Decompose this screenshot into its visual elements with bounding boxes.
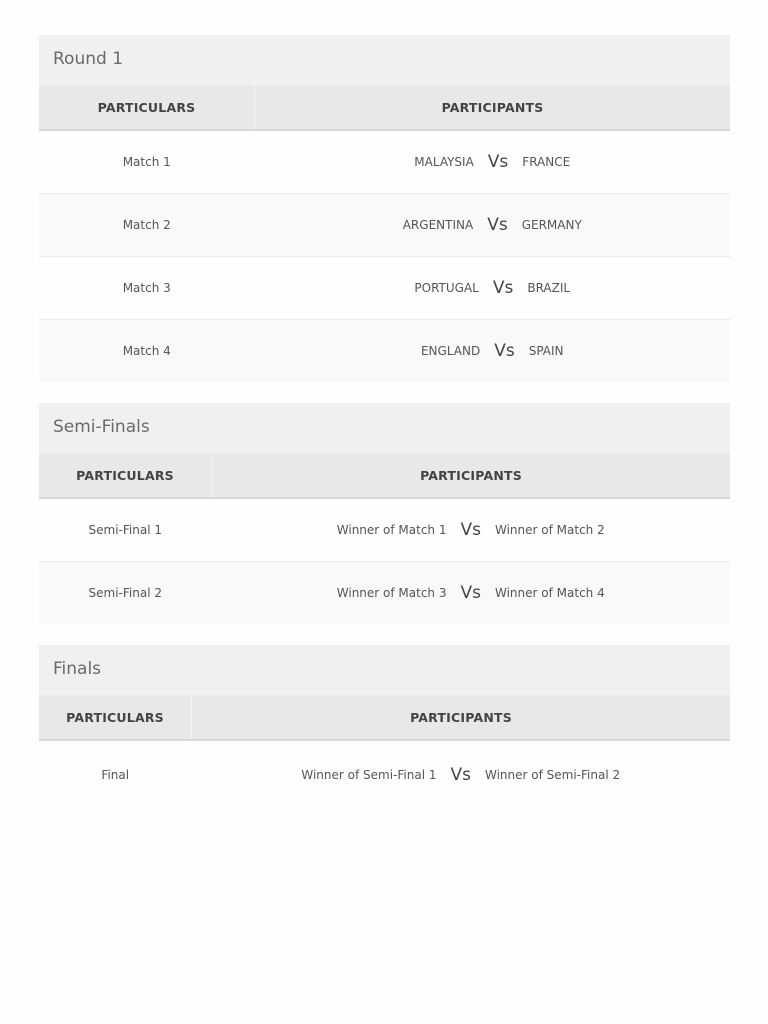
vs-label: Vs [494,341,515,361]
match-label: Semi-Final 1 [39,498,212,562]
participants-cell [212,498,731,562]
vs-label: Vs [487,215,508,235]
participants-cell [192,740,731,809]
participants-cell [212,562,731,625]
team-b: FRANCE [522,155,571,169]
participants-cell [255,320,731,383]
match-label: Match 4 [39,320,255,383]
round-1-block [39,35,730,382]
team-a: Winner of Match 1 [336,523,447,537]
table-row [39,740,730,809]
team-a: ENGLAND [420,344,481,358]
finals-block [39,645,730,809]
participants-header: PARTICIPANTS [212,454,731,498]
team-a: ARGENTINA [402,218,474,232]
team-b: Winner of Semi-Final 2 [485,768,621,782]
vs-label: Vs [487,152,509,172]
team-a: Winner of Match 3 [336,586,447,600]
match-label: Match 2 [39,194,255,257]
table-row [39,562,730,625]
table-header-row [39,454,730,498]
team-b: Winner of Match 4 [495,586,605,600]
team-b: SPAIN [528,344,564,358]
match-label: Final [101,768,130,782]
participants-header: PARTICIPANTS [192,696,731,740]
participants-cell [255,194,731,257]
table-row [39,320,730,383]
semi-finals-table [39,454,730,624]
table-row [39,130,730,194]
round-1-table [39,86,730,382]
table-header-row [39,86,730,130]
match-label: Semi-Final 2 [39,562,212,625]
table-row [39,194,730,257]
table-row [39,498,730,562]
team-b: Winner of Match 2 [495,523,605,537]
vs-label: Vs [492,278,514,298]
vs-label: Vs [460,520,481,540]
section-title-finals: Finals [39,645,730,696]
team-b: GERMANY [521,218,582,232]
semi-finals-block [39,403,730,624]
match-label: Match 3 [39,257,255,320]
participants-cell [255,257,731,320]
section-title-semi-finals: Semi-Finals [39,403,730,454]
table-header-row [39,696,730,740]
team-b: BRAZIL [527,281,571,295]
particulars-header: PARTICULARS [39,454,212,498]
vs-label: Vs [460,583,481,603]
vs-label: Vs [450,765,471,785]
team-a: PORTUGAL [414,281,479,295]
participants-cell [255,130,731,194]
particulars-header: PARTICULARS [39,696,192,740]
team-a: MALAYSIA [414,155,474,169]
table-row [39,257,730,320]
participants-header: PARTICIPANTS [255,86,731,130]
team-a: Winner of Semi-Final 1 [301,768,437,782]
match-label: Match 1 [39,130,255,194]
particulars-header: PARTICULARS [39,86,255,130]
finals-table [39,696,730,809]
section-title-round-1: Round 1 [39,35,730,86]
